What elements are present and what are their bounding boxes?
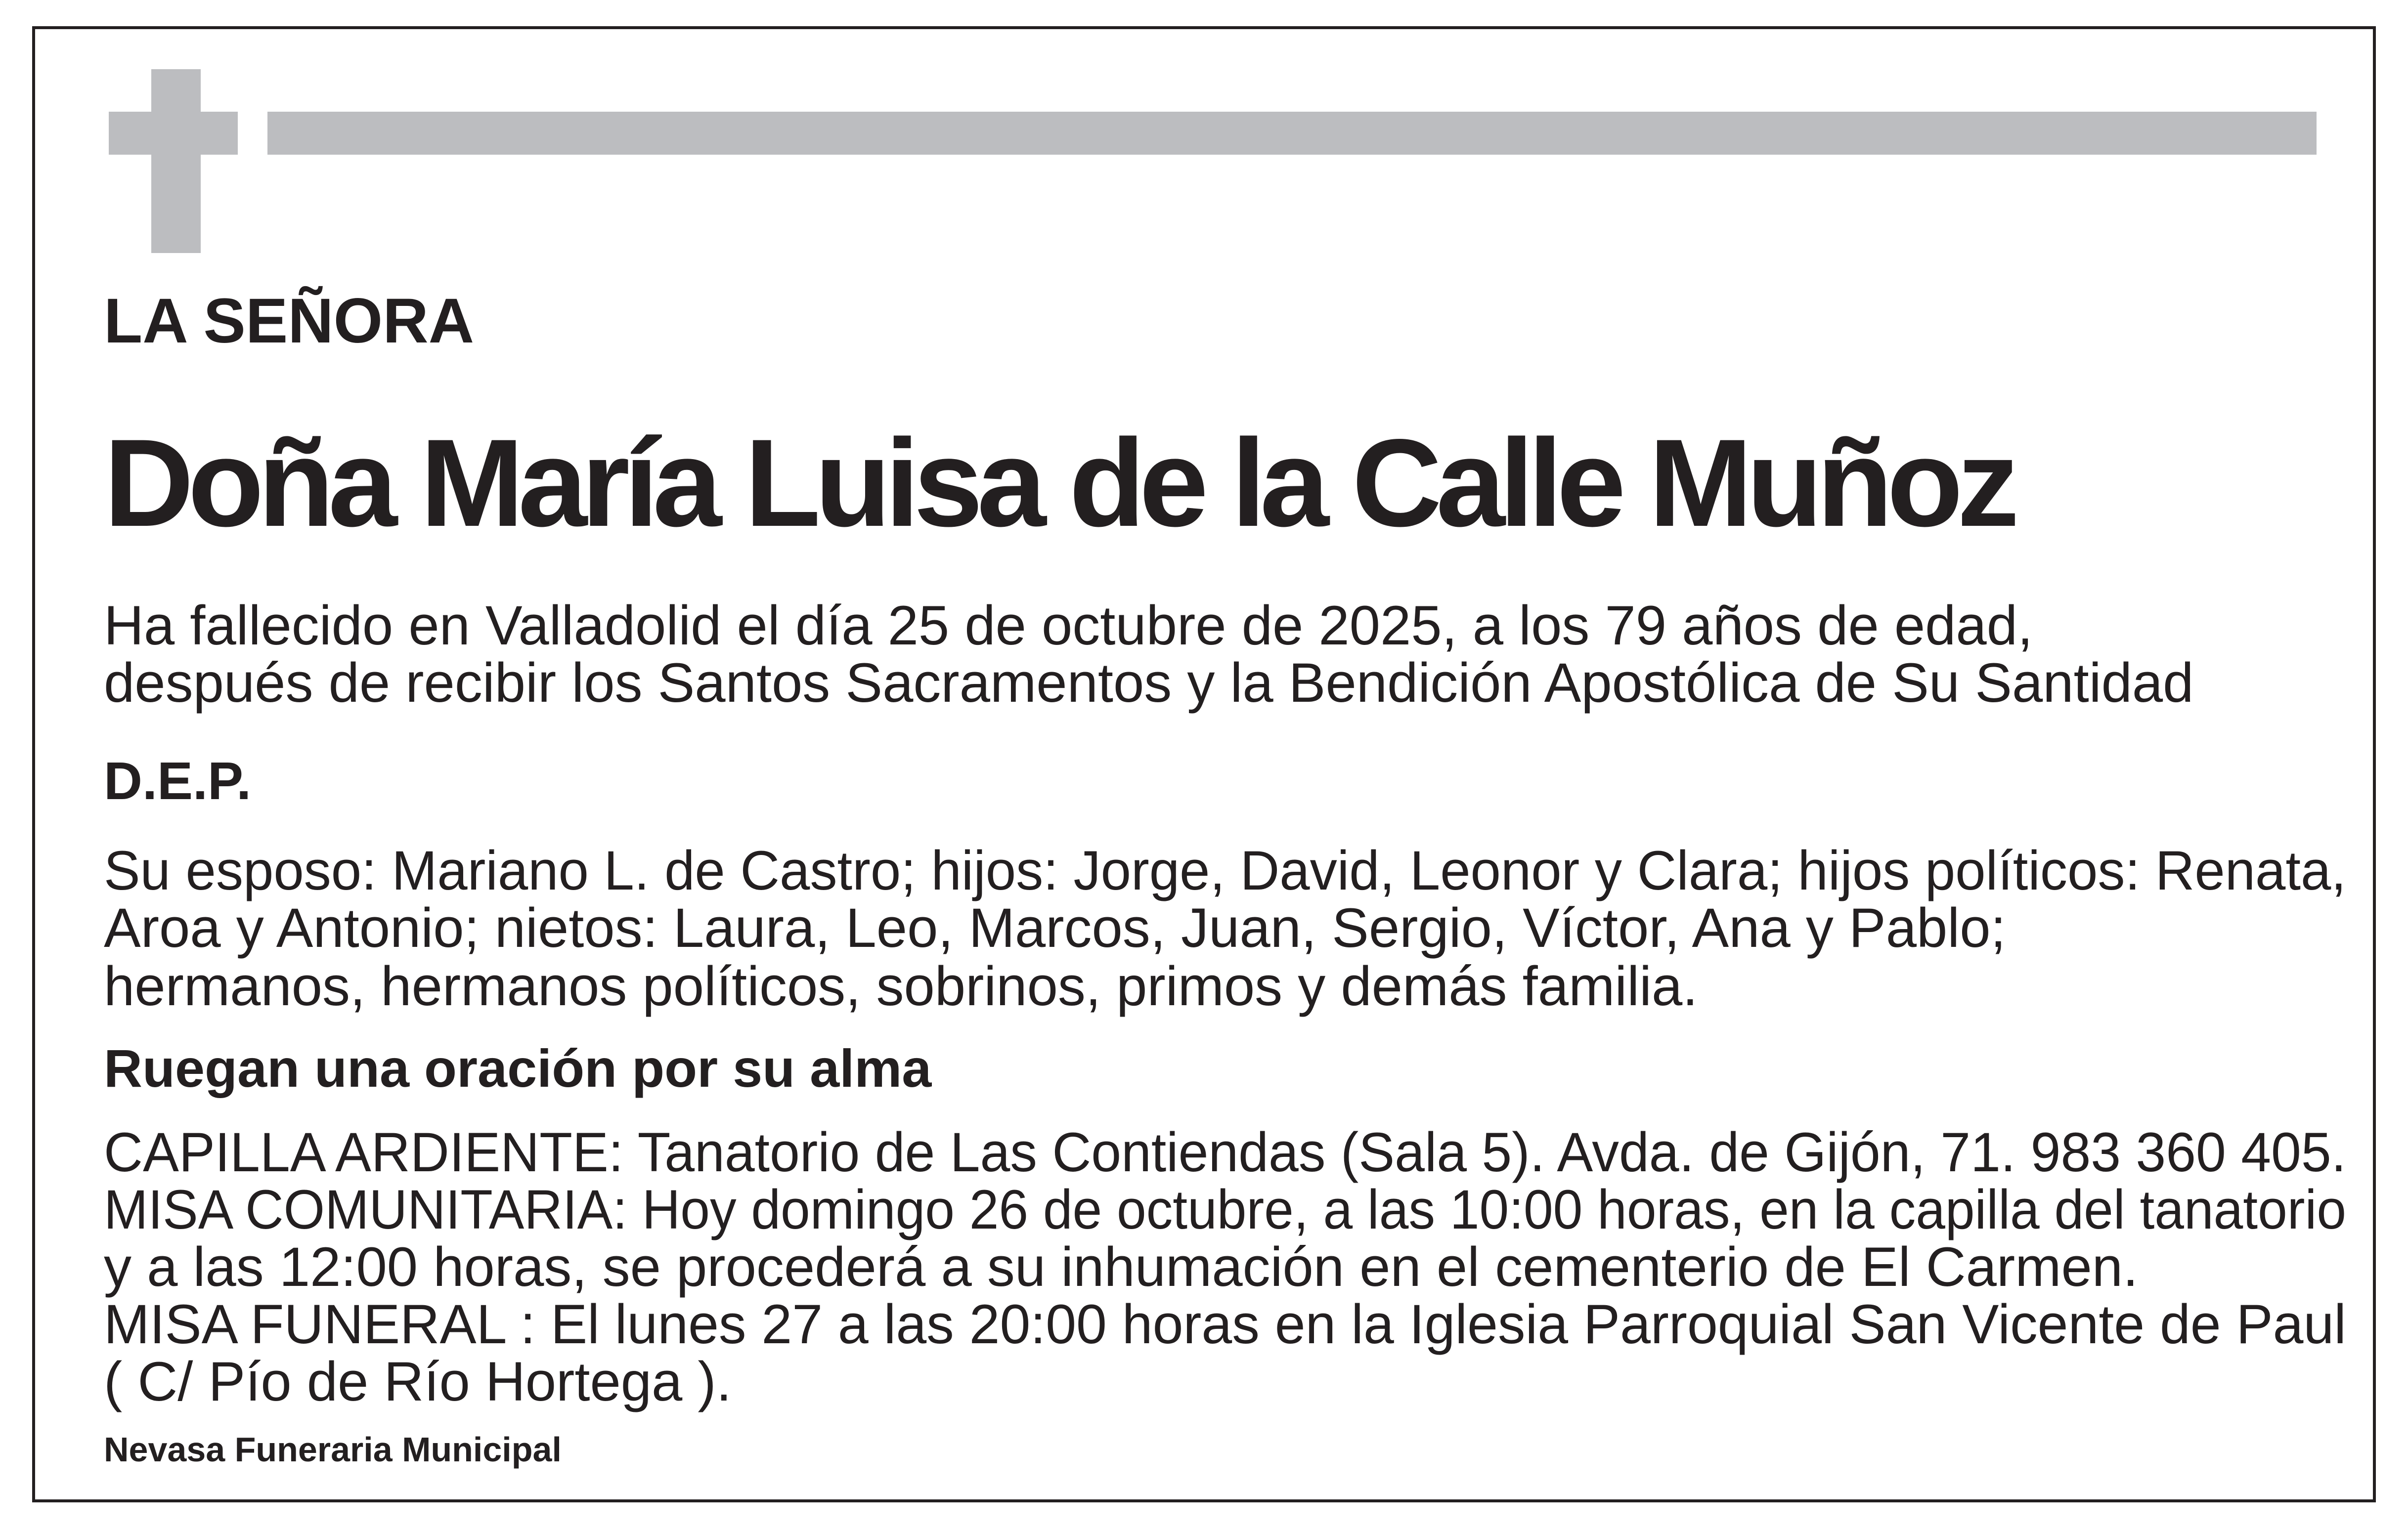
family-line: Aroa y Antonio; nietos: Laura, Leo, Marcos, Juan, Sergio, Víctor, Ana y Pablo; [104, 897, 2006, 959]
deceased-name: Doña María Luisa de la Calle Muñoz [104, 414, 2014, 553]
family-line: Su esposo: Mariano L. de Castro; hijos: Jorge, David, Leonor y Clara; hijos políticos: Renata, [104, 840, 2346, 901]
announcement-line: después de recibir los Santos Sacramentos y la Bendición Apostólica de Su Santidad [104, 652, 2194, 714]
title-label: LA SEÑORA [104, 286, 475, 356]
service-line: MISA COMUNITARIA: Hoy domingo 26 de octubre, a las 10:00 horas, en la capilla del tanatorio [104, 1179, 2346, 1240]
dep-label: D.E.P. [104, 751, 252, 810]
cross-horizontal-beam [109, 112, 238, 155]
funeral-home: Nevasa Funeraria Municipal [104, 1430, 562, 1469]
family-line: hermanos, hermanos políticos, sobrinos, primos y demás familia. [104, 955, 1698, 1017]
header-bar [267, 112, 2317, 155]
service-line: MISA FUNERAL : El lunes 27 a las 20:00 horas en la Iglesia Parroquial San Vicente de Paul [104, 1293, 2346, 1355]
service-line: ( C/ Pío de Río Hortega ). [104, 1351, 732, 1412]
cross-vertical-beam [151, 69, 201, 253]
prayer-request: Ruegan una oración por su alma [104, 1038, 932, 1098]
announcement-line: Ha fallecido en Valladolid el día 25 de octubre de 2025, a los 79 años de edad, [104, 595, 2033, 656]
service-line: CAPILLA ARDIENTE: Tanatorio de Las Contiendas (Sala 5). Avda. de Gijón, 71. 983 360 405. [104, 1121, 2346, 1183]
service-line: y a las 12:00 horas, se procederá a su inhumación en el cementerio de El Carmen. [104, 1236, 2139, 1298]
